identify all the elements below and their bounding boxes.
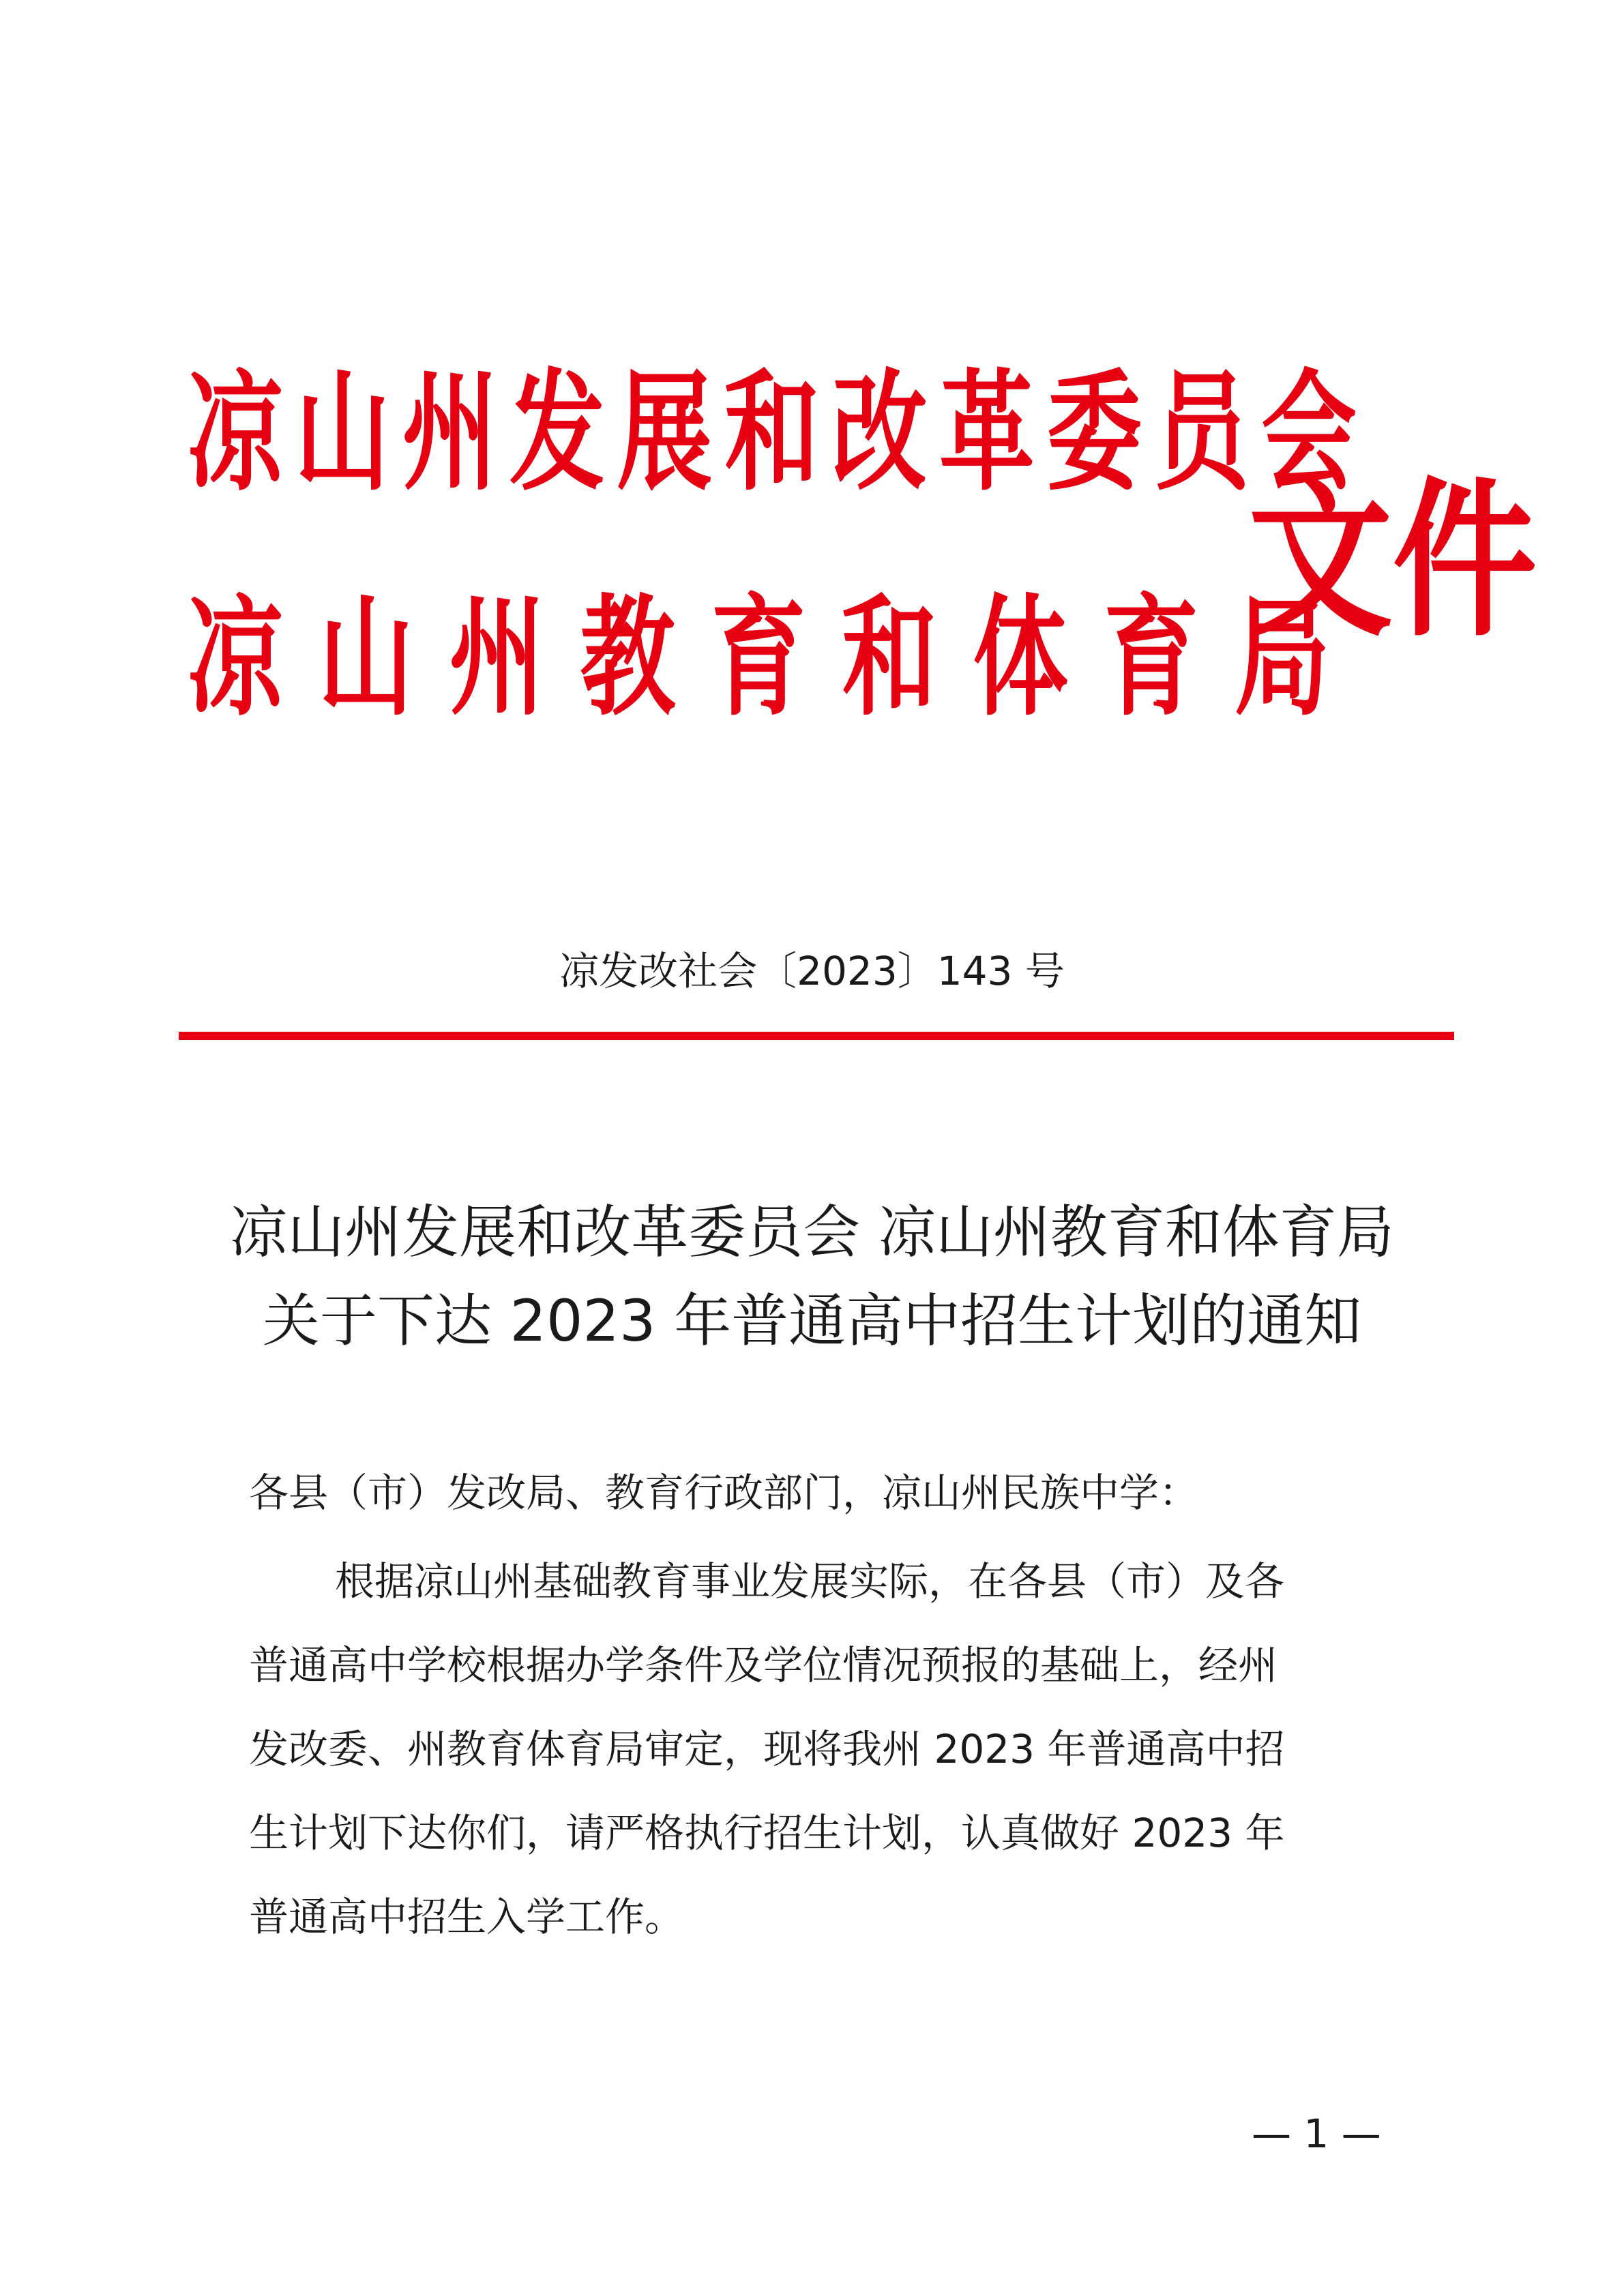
document-number: 凉发改社会〔2023〕143 号 bbox=[559, 948, 1065, 994]
body-paragraph-line: 普通高中学校根据办学条件及学位情况预报的基础上，经州 bbox=[249, 1642, 1278, 1688]
page-number: — 1 — bbox=[1252, 2111, 1381, 2157]
body-paragraph-line: 生计划下达你们，请严格执行招生计划，认真做好 2023 年 bbox=[249, 1810, 1285, 1856]
red-separator-line bbox=[179, 1032, 1454, 1040]
salutation: 各县（市）发改局、教育行政部门，凉山州民族中学： bbox=[249, 1470, 1199, 1516]
document-title-line-1: 凉山州发展和改革委员会 凉山州教育和体育局 bbox=[230, 1199, 1394, 1266]
document-title-line-2: 关于下达 2023 年普通高中招生计划的通知 bbox=[262, 1287, 1362, 1354]
body-paragraph-line: 普通高中招生入学工作。 bbox=[249, 1894, 685, 1940]
masthead-file-suffix: 文件 bbox=[1248, 463, 1537, 660]
body-paragraph-line: 发改委、州教育体育局审定，现将我州 2023 年普通高中招 bbox=[249, 1726, 1285, 1772]
masthead-org-1: 凉山州发展和改革委员会 bbox=[188, 357, 1369, 509]
body-paragraph-line: 根据凉山州基础教育事业发展实际，在各县（市）及各 bbox=[335, 1558, 1285, 1605]
masthead-org-2: 凉山州教育和体育局 bbox=[188, 582, 1365, 734]
